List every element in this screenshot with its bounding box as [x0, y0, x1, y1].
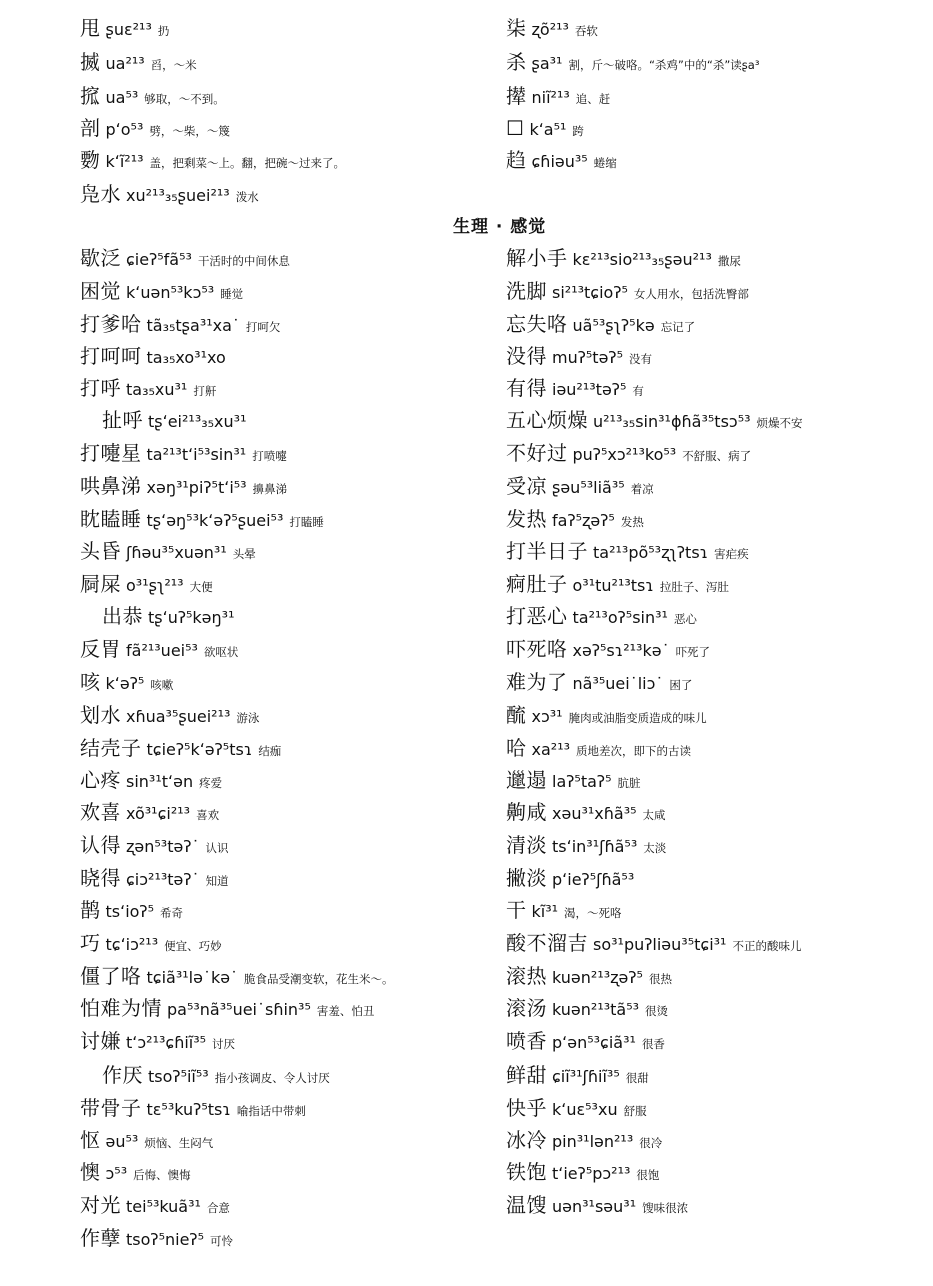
entry-word: 认得 — [80, 833, 121, 857]
dictionary-entry — [506, 1098, 647, 1118]
entry-gloss: 跨 — [572, 124, 584, 138]
entry-word: 心疼 — [80, 768, 121, 792]
entry-word: 甩 — [80, 16, 101, 40]
entry-word: 怄 — [80, 1128, 101, 1152]
entry-pronunciation: ʐən⁵³təʔ˙ — [126, 837, 200, 856]
dictionary-entry — [80, 1228, 233, 1248]
entry-gloss: 希奇 — [160, 906, 184, 920]
entry-gloss: 打鼾 — [193, 384, 217, 398]
entry-gloss: 后悔、懊悔 — [133, 1168, 191, 1182]
entry-pronunciation: ua⁵³ — [105, 88, 139, 107]
entry-pronunciation: niĩ²¹³ — [531, 88, 570, 107]
entry-pronunciation: kʻa⁵¹ — [529, 120, 567, 139]
entry-word: 趋 — [506, 148, 527, 172]
entry-word: 喷香 — [506, 1029, 547, 1053]
entry-gloss: 结痂 — [258, 744, 282, 758]
entry-word: 发热 — [506, 507, 547, 531]
dictionary-entry — [506, 1195, 688, 1215]
dictionary-entry — [80, 966, 394, 986]
entry-word: 撵 — [506, 84, 527, 108]
dictionary-entry — [80, 1130, 213, 1150]
dictionary-entry — [80, 574, 213, 594]
entry-word: 滚汤 — [506, 996, 547, 1020]
entry-pronunciation: kĩ³¹ — [531, 902, 559, 921]
dictionary-entry — [506, 868, 640, 888]
entry-pronunciation: ʂəu⁵³liã³⁵ — [552, 478, 625, 497]
entry-pronunciation: ɕieʔ⁵fã⁵³ — [126, 250, 192, 269]
entry-pronunciation: kʻuɛ⁵³xu — [552, 1100, 618, 1119]
entry-pronunciation: o³¹ʂʅ²¹³ — [126, 576, 184, 595]
entry-gloss: 困了 — [669, 678, 693, 692]
dictionary-entry — [506, 509, 644, 529]
dictionary-entry — [80, 738, 281, 758]
dictionary-entry — [506, 639, 710, 659]
entry-word: 打呵呵 — [80, 344, 142, 368]
entry-word: 划水 — [80, 703, 121, 727]
entry-pronunciation: tɕiã³¹lə˙kə˙ — [146, 968, 239, 987]
entry-word: 杀 — [506, 50, 527, 74]
entry-gloss: 认识 — [205, 841, 229, 855]
entry-pronunciation: xu²¹³₃₅ʂuei²¹³ — [126, 186, 230, 205]
entry-word: 结壳子 — [80, 736, 142, 760]
entry-pronunciation: nã³⁵uei˙liɔ˙ — [572, 674, 664, 693]
entry-pronunciation: ua²¹³ — [105, 54, 145, 73]
dictionary-entry — [506, 248, 741, 268]
dictionary-entry — [506, 738, 691, 758]
entry-gloss: 不正的酸味儿 — [732, 939, 802, 953]
dictionary-entry — [80, 802, 219, 822]
dictionary-entry — [506, 574, 729, 594]
dictionary-entry — [506, 476, 654, 496]
entry-word: 邋遢 — [506, 768, 547, 792]
dictionary-entry — [506, 118, 584, 138]
entry-gloss: 扔 — [157, 24, 170, 38]
entry-gloss: 讨厌 — [212, 1037, 236, 1051]
entry-gloss: 很烫 — [645, 1004, 669, 1018]
entry-pronunciation: ta²¹³oʔ⁵sin³¹ — [572, 608, 668, 627]
dictionary-entry — [80, 770, 222, 790]
entry-pronunciation: tɛ⁵³kuʔ⁵tsɿ — [146, 1100, 231, 1119]
dictionary-entry — [506, 52, 759, 72]
entry-word: 没得 — [506, 344, 547, 368]
dictionary-entry — [506, 281, 749, 301]
entry-pronunciation: tʻɔ²¹³ɕɦiĩ³⁵ — [126, 1033, 207, 1052]
entry-pronunciation: iəu²¹³təʔ⁵ — [552, 380, 627, 399]
entry-gloss: 割，斤～破咯。“杀鸡”中的“杀”读ʂa³ — [568, 58, 760, 72]
dictionary-entry — [506, 900, 622, 920]
entry-pronunciation: muʔ⁵təʔ⁵ — [552, 348, 623, 367]
entry-pronunciation: sin³¹tʻən — [126, 772, 194, 791]
entry-pronunciation: tsoʔ⁵nieʔ⁵ — [126, 1230, 204, 1249]
entry-word: 揻 — [80, 50, 101, 74]
entry-gloss: 渴，～死咯 — [564, 906, 622, 920]
entry-pronunciation: pʻieʔ⁵ʃɦã⁵³ — [552, 870, 635, 889]
entry-pronunciation: pʻən⁵³ɕiã³¹ — [552, 1033, 636, 1052]
entry-pronunciation: kɛ²¹³sio²¹³₃₅ʂəu²¹³ — [572, 250, 712, 269]
entry-gloss: 很饱 — [636, 1168, 660, 1182]
dictionary-entry — [506, 802, 666, 822]
entry-word: 五心烦燥 — [506, 408, 588, 432]
entry-word: 齁咸 — [506, 800, 547, 824]
entry-pronunciation: ɕiɔ²¹³təʔ˙ — [126, 870, 200, 889]
dictionary-entry — [80, 900, 183, 920]
entry-pronunciation: pʻo⁵³ — [105, 120, 144, 139]
entry-word: 鲜甜 — [506, 1063, 547, 1087]
entry-word: 滚热 — [506, 964, 547, 988]
entry-word: 眈瞌睡 — [80, 507, 142, 531]
entry-word: 懊 — [80, 1160, 101, 1184]
entry-pronunciation: xa²¹³ — [531, 740, 571, 759]
dictionary-entry — [80, 248, 290, 268]
entry-pronunciation: xəʔ⁵sɿ²¹³kə˙ — [572, 641, 670, 660]
dictionary-entry — [80, 476, 287, 496]
entry-word: 打爹哈 — [80, 312, 142, 336]
entry-gloss: 劈，～柴，～篾 — [149, 124, 230, 138]
dictionary-entry — [80, 150, 345, 170]
entry-gloss: 馊味很浓 — [642, 1201, 689, 1215]
dictionary-entry — [506, 966, 672, 986]
dictionary-entry — [80, 705, 259, 725]
entry-word: 带骨子 — [80, 1096, 142, 1120]
dictionary-entry — [80, 835, 229, 855]
dictionary-entry — [80, 314, 280, 334]
dictionary-entry — [506, 933, 801, 953]
dictionary-entry — [506, 18, 598, 38]
entry-gloss: 蜷缩 — [593, 156, 617, 170]
entry-gloss: 拉肚子、泻肚 — [659, 580, 729, 594]
entry-pronunciation: kʻuən⁵³kɔ⁵³ — [126, 283, 215, 302]
entry-word: 柒 — [506, 16, 527, 40]
entry-gloss: 烦恼、生闷气 — [144, 1136, 214, 1150]
entry-gloss: 大便 — [189, 580, 213, 594]
entry-word: 哈 — [506, 736, 527, 760]
entry-word: 怕难为情 — [80, 996, 162, 1020]
entry-pronunciation: xɦua³⁵ʂuei²¹³ — [126, 707, 231, 726]
entry-word: 打恶心 — [506, 604, 568, 628]
entry-gloss: 可怜 — [209, 1234, 233, 1248]
dictionary-entry — [80, 933, 222, 953]
entry-gloss: 不舒服、病了 — [682, 449, 752, 463]
entry-word: 快乎 — [506, 1096, 547, 1120]
entry-gloss: 肮脏 — [617, 776, 641, 790]
dictionary-entry — [80, 672, 173, 692]
entry-pronunciation: xɔ³¹ — [531, 707, 563, 726]
entry-gloss: 干活时的中间休息 — [197, 254, 290, 268]
entry-gloss: 很热 — [648, 972, 672, 986]
entry-pronunciation: tʂʻuʔ⁵kəŋ³¹ — [148, 608, 235, 627]
entry-gloss: 太咸 — [642, 808, 666, 822]
entry-pronunciation: xõ³¹ɕi²¹³ — [126, 804, 191, 823]
dictionary-entry — [80, 52, 197, 72]
entry-gloss: 害疟疾 — [714, 547, 749, 561]
entry-word: 出恭 — [102, 604, 143, 628]
entry-pronunciation: pa⁵³nã³⁵uei˙sɦin³⁵ — [167, 1000, 311, 1019]
entry-pronunciation: puʔ⁵xɔ²¹³ko⁵³ — [572, 445, 677, 464]
entry-word: 打半日子 — [506, 539, 588, 563]
dictionary-entry — [80, 998, 374, 1018]
dictionary-entry — [506, 346, 652, 366]
dictionary-entry — [80, 1195, 230, 1215]
entry-pronunciation: tɕieʔ⁵kʻəʔ⁵tsɿ — [146, 740, 253, 759]
entry-gloss: 舒服 — [623, 1104, 647, 1118]
entry-word: 晓得 — [80, 866, 121, 890]
entry-pronunciation: kʻĩ²¹³ — [105, 152, 144, 171]
entry-word: 咳 — [80, 670, 101, 694]
entry-pronunciation: fã²¹³uei⁵³ — [126, 641, 198, 660]
dictionary-entry — [506, 410, 803, 430]
dictionary-entry — [80, 509, 324, 529]
entry-pronunciation: u²¹³₃₅sin³¹ɸɦã³⁵tsɔ⁵³ — [593, 412, 751, 431]
entry-pronunciation: pin³¹lən²¹³ — [552, 1132, 634, 1151]
entry-word: 扯呼 — [102, 408, 143, 432]
entry-word: 哄鼻涕 — [80, 474, 142, 498]
entry-pronunciation: tʂʻei²¹³₃₅xu³¹ — [148, 412, 247, 431]
dictionary-entry — [506, 1162, 659, 1182]
entry-gloss: 合意 — [206, 1201, 230, 1215]
entry-pronunciation: so³¹puʔliəu³⁵tɕi³¹ — [593, 935, 727, 954]
entry-pronunciation: ʂa³¹ — [531, 54, 563, 73]
entry-pronunciation: ʐõ²¹³ — [531, 20, 569, 39]
entry-word: 有得 — [506, 376, 547, 400]
entry-pronunciation: ɕɦiəu³⁵ — [531, 152, 588, 171]
entry-word: 歇泛 — [80, 246, 121, 270]
entry-gloss: 够取，～不到。 — [144, 92, 225, 106]
entry-pronunciation: xəŋ³¹piʔ⁵tʻi⁵³ — [146, 478, 247, 497]
entry-gloss: 盖，把剩菜～上。翻，把碗～过来了。 — [149, 156, 346, 170]
dictionary-entry — [80, 1162, 191, 1182]
entry-gloss: 烦燥不安 — [756, 416, 803, 430]
dictionary-entry — [506, 378, 644, 398]
entry-gloss: 咳嗽 — [150, 678, 174, 692]
entry-gloss: 知道 — [205, 874, 229, 888]
entry-word: 僵了咯 — [80, 964, 142, 988]
dictionary-entry — [80, 1098, 306, 1118]
entry-gloss: 打瞌睡 — [289, 515, 324, 529]
entry-pronunciation: ʂuɛ²¹³ — [105, 20, 152, 39]
entry-word: 受凉 — [506, 474, 547, 498]
entry-pronunciation: si²¹³tɕioʔ⁵ — [552, 283, 628, 302]
entry-pronunciation: uən³¹səu³¹ — [552, 1197, 637, 1216]
dictionary-entry — [506, 606, 697, 626]
entry-gloss: 发热 — [620, 515, 644, 529]
entry-pronunciation: kuən²¹³ʐəʔ⁵ — [552, 968, 643, 987]
entry-pronunciation: ta²¹³tʻi⁵³sin³¹ — [146, 445, 247, 464]
entry-pronunciation: tã₃₅tʂa³¹xa˙ — [146, 316, 240, 335]
entry-word: 困觉 — [80, 279, 121, 303]
entry-pronunciation: ʃɦəu³⁵xuən³¹ — [126, 543, 227, 562]
entry-gloss: 忘记了 — [660, 320, 696, 334]
entry-gloss: 舀，～米 — [150, 58, 197, 72]
entry-word: 温馊 — [506, 1193, 547, 1217]
dictionary-entry — [80, 1031, 235, 1051]
dictionary-entry — [80, 118, 230, 138]
entry-pronunciation: tsoʔ⁵iĩ⁵³ — [148, 1067, 209, 1086]
dictionary-entry — [506, 541, 749, 561]
entry-word: 洗脚 — [506, 279, 547, 303]
entry-word: 作孽 — [80, 1226, 121, 1250]
entry-pronunciation: faʔ⁵ʐəʔ⁵ — [552, 511, 615, 530]
entry-word: 冰冷 — [506, 1128, 547, 1152]
entry-word: 鹊 — [80, 898, 101, 922]
dictionary-entry — [80, 639, 238, 659]
entry-gloss: 睡觉 — [220, 287, 244, 301]
entry-pronunciation: xəu³¹xɦã³⁵ — [552, 804, 637, 823]
entry-pronunciation: tsʻioʔ⁵ — [105, 902, 155, 921]
entry-pronunciation: tʻieʔ⁵pɔ²¹³ — [552, 1164, 631, 1183]
entry-gloss: 追、赶 — [575, 92, 611, 106]
entry-pronunciation: kuən²¹³tã⁵³ — [552, 1000, 640, 1019]
entry-word: 解小手 — [506, 246, 568, 270]
entry-word: 对光 — [80, 1193, 121, 1217]
entry-word: 打呼 — [80, 376, 121, 400]
dictionary-entry — [80, 378, 216, 398]
entry-gloss: 头晕 — [232, 547, 256, 561]
dictionary-entry — [506, 1130, 662, 1150]
entry-gloss: 恶心 — [673, 612, 697, 626]
dictionary-entry — [102, 410, 253, 430]
entry-word: 不好过 — [506, 441, 568, 465]
dictionary-entry — [102, 606, 241, 626]
entry-word: 铁饱 — [506, 1160, 547, 1184]
entry-gloss: 有 — [632, 384, 644, 398]
dictionary-entry — [506, 672, 692, 692]
dictionary-entry — [80, 86, 225, 106]
entry-gloss: 疼爱 — [199, 776, 223, 790]
entry-pronunciation: uã⁵³ʂʅʔ⁵kə — [572, 316, 655, 335]
entry-gloss: 打喷嚏 — [252, 449, 287, 463]
dictionary-entry — [506, 835, 666, 855]
entry-pronunciation: o³¹tu²¹³tsɿ — [572, 576, 654, 595]
entry-word: 反胃 — [80, 637, 121, 661]
entry-pronunciation: tsʻin³¹ʃɦã⁵³ — [552, 837, 638, 856]
entry-gloss: 腌肉或油脂变质造成的味儿 — [568, 711, 707, 725]
dictionary-entry — [102, 1065, 330, 1085]
dictionary-entry — [506, 998, 668, 1018]
dictionary-entry — [506, 443, 751, 463]
entry-pronunciation: tɕʻiɔ²¹³ — [105, 935, 159, 954]
entry-word: 欢喜 — [80, 800, 121, 824]
entry-pronunciation: əu⁵³ — [105, 1132, 139, 1151]
entry-word: ☐ — [506, 116, 525, 140]
entry-gloss: 游泳 — [236, 711, 260, 725]
entry-gloss: 指小孩调皮、令人讨厌 — [214, 1071, 330, 1085]
entry-pronunciation: ta₃₅xu³¹ — [126, 380, 188, 399]
entry-gloss: 质地差次，即下的古读 — [576, 744, 692, 758]
entry-pronunciation: laʔ⁵taʔ⁵ — [552, 772, 612, 791]
entry-word: 凫水 — [80, 182, 121, 206]
entry-pronunciation: ta²¹³põ⁵³ʐʅʔtsɿ — [593, 543, 709, 562]
dictionary-entry — [506, 314, 695, 334]
entry-pronunciation: tʂʻəŋ⁵³kʻəʔ⁵ʂuei⁵³ — [146, 511, 284, 530]
entry-word: 酸不溜吉 — [506, 931, 588, 955]
entry-word: 搲 — [80, 84, 101, 108]
entry-gloss: 擤鼻涕 — [252, 482, 288, 496]
entry-gloss: 欲呕状 — [203, 645, 239, 659]
entry-word: 覅 — [80, 148, 101, 172]
dictionary-entry — [80, 281, 243, 301]
entry-pronunciation: ɕiĩ³¹ʃɦiĩ³⁵ — [552, 1067, 620, 1086]
entry-gloss: 很冷 — [639, 1136, 663, 1150]
entry-word: 忘失咯 — [506, 312, 568, 336]
dictionary-entry — [506, 1065, 649, 1085]
entry-word: 巧 — [80, 931, 101, 955]
dictionary-entry — [506, 86, 610, 106]
entry-gloss: 打呵欠 — [245, 320, 281, 334]
entry-pronunciation: tei⁵³kuã³¹ — [126, 1197, 201, 1216]
entry-word: 吓死咯 — [506, 637, 568, 661]
dictionary-entry — [506, 150, 617, 170]
entry-word: 剖 — [80, 116, 101, 140]
entry-word: 酼 — [506, 703, 527, 727]
entry-gloss: 撒尿 — [717, 254, 741, 268]
entry-gloss: 很香 — [641, 1037, 665, 1051]
entry-pronunciation: ɔ⁵³ — [105, 1164, 128, 1183]
dictionary-entry — [80, 443, 287, 463]
entry-gloss: 便宜、巧妙 — [164, 939, 222, 953]
entry-word: 屙屎 — [80, 572, 121, 596]
dictionary-entry — [80, 346, 232, 366]
dictionary-entry — [80, 184, 259, 204]
entry-word: 讨嫌 — [80, 1029, 121, 1053]
entry-gloss: 没有 — [629, 352, 652, 366]
dictionary-entry — [80, 868, 229, 888]
entry-gloss: 着凉 — [630, 482, 654, 496]
entry-word: 痾肚子 — [506, 572, 568, 596]
dictionary-entry — [80, 18, 169, 38]
entry-gloss: 泼水 — [235, 190, 259, 204]
entry-gloss: 吓死了 — [675, 645, 711, 659]
dictionary-entry — [80, 541, 256, 561]
entry-word: 作厌 — [102, 1063, 143, 1087]
entry-word: 难为了 — [506, 670, 568, 694]
dictionary-entry — [506, 705, 707, 725]
section-heading: 生理 · 感觉 — [453, 217, 547, 237]
entry-gloss: 很甜 — [625, 1071, 649, 1085]
entry-gloss: 女人用水，包括洗臀部 — [633, 287, 749, 301]
entry-pronunciation: ta₃₅xo³¹xo — [146, 348, 226, 367]
entry-word: 头昏 — [80, 539, 121, 563]
entry-word: 打嚏星 — [80, 441, 142, 465]
entry-gloss: 脆食品受潮变软，花生米～。 — [244, 972, 394, 986]
entry-word: 清淡 — [506, 833, 547, 857]
entry-gloss: 喜欢 — [196, 808, 220, 822]
entry-gloss: 害羞、怕丑 — [316, 1004, 375, 1018]
entry-gloss: 吞软 — [574, 24, 598, 38]
entry-word: 干 — [506, 898, 527, 922]
dictionary-entry — [506, 770, 640, 790]
entry-pronunciation: kʻəʔ⁵ — [105, 674, 145, 693]
entry-gloss: 太淡 — [643, 841, 667, 855]
entry-word: 撇淡 — [506, 866, 547, 890]
entry-gloss: 喻指话中带刺 — [236, 1104, 306, 1118]
dictionary-entry — [506, 1031, 665, 1051]
